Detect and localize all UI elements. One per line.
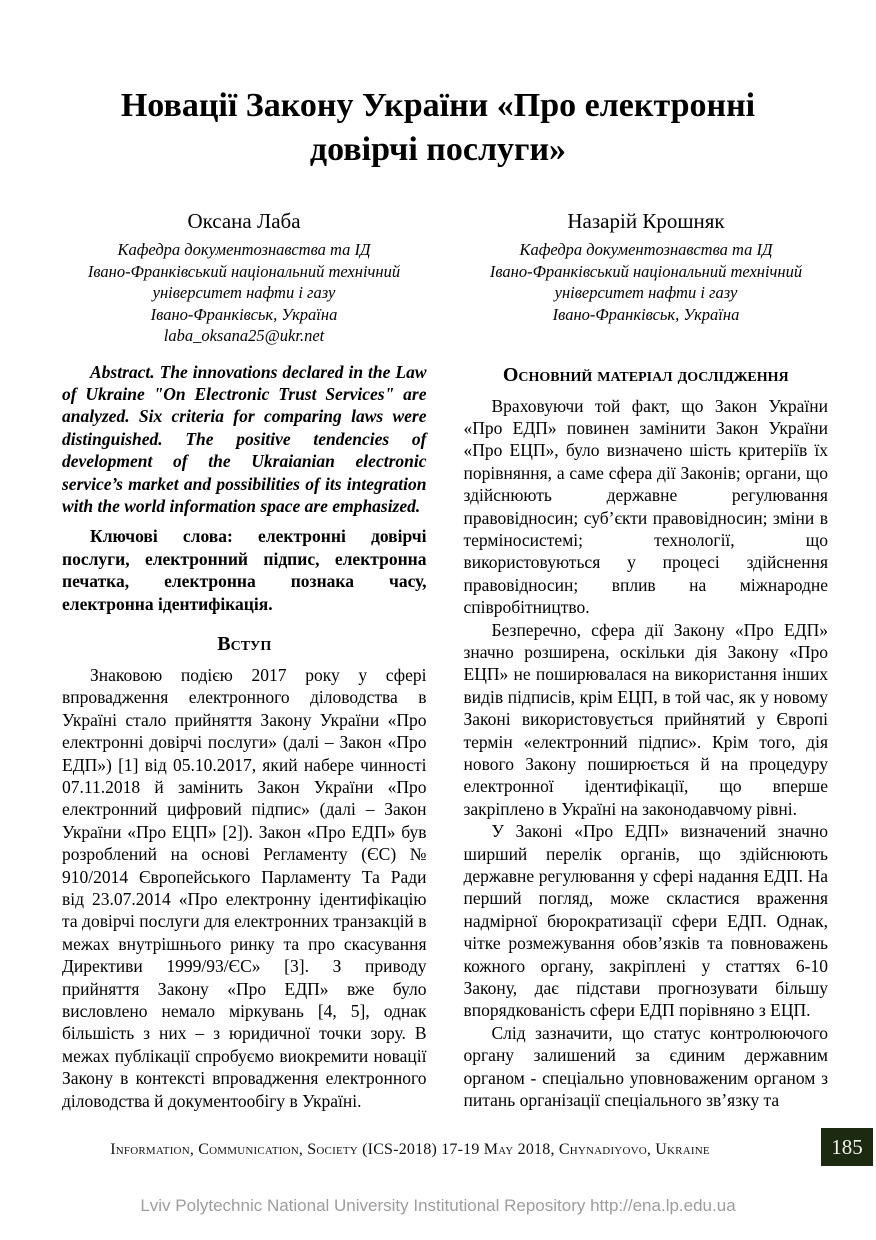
main-paragraph: У Законі «Про ЕДП» визначений значно ширший перелік органів, що здійснюють державне регулювання у сфері надання ЕДП. На перший погляд, може скластися враження надмірної бюрократизації сфери ЕДП. Однак, чітке розмежування обов’язків та повноважень кожного органу, закріплені у статтях 6-10 Закону, дає підстави прогнозувати більшу впорядкованість сфери ЕДП порівняно з ЕЦП. [463, 821, 828, 1021]
author-affiliation-line: університет нафти і газу [152, 283, 336, 302]
conference-footer: Information, Communication, Society (ICS-2018) 17-19 May 2018, Chynadiyovo, Ukraine [110, 1141, 710, 1158]
paper-title-line2: довірчі послуги» [309, 131, 567, 168]
keywords-paragraph [62, 525, 427, 615]
keywords-text: електронні довірчі послуги, електронний підпис, електронна печатка, електронна познака часу, електронна ідентифікація. [62, 526, 427, 614]
left-column [62, 361, 427, 1113]
author-affiliation-line: Івано-Франківськ, Україна [150, 304, 338, 324]
author-email: laba_oksana25@ukr.net [163, 326, 325, 345]
paper-title-line1: Новації Закону України «Про електронні [120, 87, 756, 124]
authors-block [0, 208, 876, 347]
author-name: Назарій Крошняк [567, 209, 725, 233]
author-right [464, 208, 828, 347]
main-paragraph: Слід зазначити, що статус контролюючого органу залишений за єдиним державним органом - спеціально уповноваженим органом з питань організації спеціального зв’язку та [463, 1022, 828, 1111]
intro-paragraph: Знаковою подією 2017 року у сфері впровадження електронного діловодства в Україні стало прийняття Закону України «Про електронні довірчі послуги» (далі – Закон «Про ЕДП») [1] від 05.10.2017, який набере чинності 07.11.2018 й замінить Закон України «Про електронний цифровий підпис» (далі – Закон України «Про ЕЦП» [2]). Закон «Про ЕДП» був розроблений на основі Регламенту (ЄС) № 910/2014 Європейського Парламенту Та Ради від 23.07.2014 «Про електронну ідентифікацію та довірчі послуги для електронних транзакцій в межах внутрішнього ринку та про скасування Директиви 1999/93/ЄС» [3]. З приводу прийняття Закону «Про ЕДП» вже було висловлено немало міркувань [4, 5], однак більшість з них – з юридичної точки зору. В межах публікації спробуємо виокремити новації Закону в контексті впровадження електронного діловодства й документообігу в Україні. [62, 664, 427, 1111]
body-columns [0, 361, 876, 1113]
author-left [62, 208, 426, 347]
author-affiliation-line: Івано-Франківськ, Україна [552, 304, 740, 324]
author-affiliation-line: Івано-Франківський національний технічний [87, 261, 401, 281]
author-affiliation-line: Івано-Франківський національний технічний [489, 261, 803, 281]
intro-heading: Вступ [217, 632, 272, 655]
repository-footer: Lviv Polytechnic National University Institutional Repository http://ena.lp.edu.ua [140, 1196, 736, 1215]
main-paragraph: Враховуючи той факт, що Закон України «Про ЕДП» повинен замінити Закон України «Про ЕЦП», було визначено шість критеріїв їх порівняння, а саме сфера дії Законів; органи, що здійснюють державне регулювання правовідносин; суб’єкти правовідносин; зміни в терміносистемі; технології, що використовуються у процесі здійснення правовідносин; вплив на міжнародне співробітництво. [463, 395, 828, 618]
keywords-label: Ключові слова: [90, 526, 233, 547]
paper-title [0, 84, 876, 172]
page-number: 185 [831, 1134, 863, 1159]
author-affiliation-line: Кафедра документознавства та ІД [519, 240, 773, 259]
right-column [464, 361, 829, 1112]
abstract-label: Abstract. [90, 361, 155, 382]
page-number-badge [821, 1128, 873, 1166]
main-paragraph: Безперечно, сфера дії Закону «Про ЕДП» значно розширена, оскільки дія Закону «Про ЕЦП» не поширювалася на використання інших видів підписів, крім ЕЦП, в той час, як у новому Законі використовується прийнятий у Європі термін «електронний підпис». Крім того, дія нового Закону поширюється й на процедуру електронної ідентифікації, що вперше закріплено в Україні на законодавчому рівні. [463, 619, 828, 819]
main-section-heading: Основний матеріал дослідження [502, 363, 789, 386]
abstract-text: The innovations declared in the Law of Ukraine "On Electronic Trust Services" are analyzed. Six criteria for comparing laws were distinguished. The positive tendencies of development of the Ukraianian electronic service’s market and possibilities of its integration with the world information space are emphasized. [62, 361, 427, 516]
author-affiliation-line: університет нафти і газу [554, 283, 738, 302]
abstract-paragraph [62, 361, 427, 518]
author-name: Оксана Лаба [187, 209, 301, 233]
author-affiliation-line: Кафедра документознавства та ІД [117, 240, 371, 259]
